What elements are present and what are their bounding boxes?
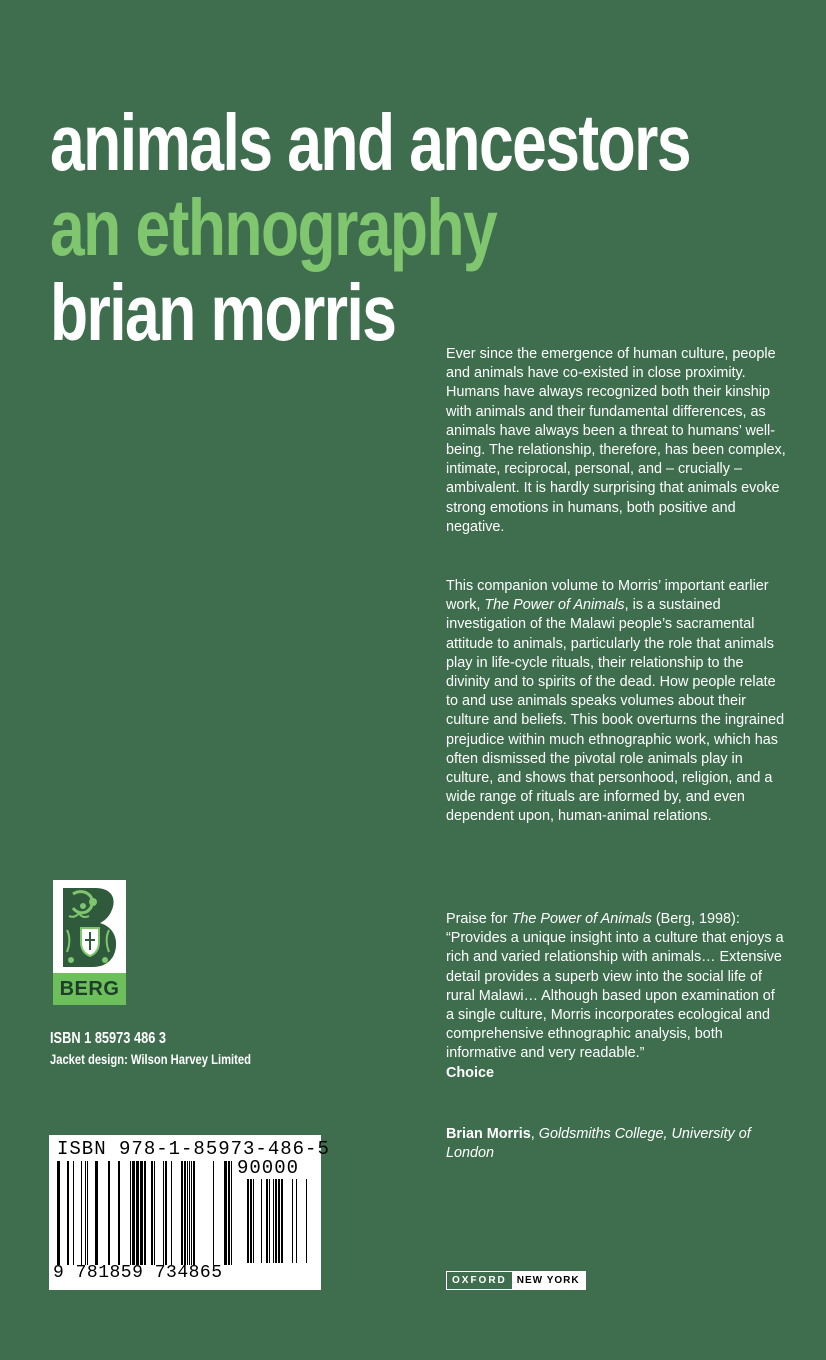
barcode-bar <box>306 1179 307 1263</box>
author-name: Brian Morris <box>446 1126 531 1142</box>
barcode-number: 9 781859 734865 <box>53 1263 223 1283</box>
blurb-paragraph-2 <box>446 577 786 827</box>
barcode-bar <box>85 1161 86 1265</box>
publisher-city-newyork: NEW YORK <box>512 1272 585 1289</box>
barcode-bar <box>184 1161 186 1265</box>
barcode-bar <box>57 1161 60 1265</box>
barcode-bar <box>140 1161 143 1265</box>
book-reference: The Power of Animals <box>484 597 625 614</box>
book-title: animals and ancestors <box>50 98 691 187</box>
barcode-bar <box>108 1161 110 1265</box>
berg-logo-mark <box>53 880 126 973</box>
barcode-bar <box>118 1161 120 1265</box>
barcode-bar <box>73 1161 74 1265</box>
barcode-bar <box>224 1161 227 1265</box>
barcode-bar <box>95 1161 98 1265</box>
praise-source: Choice <box>446 1064 494 1081</box>
barcode-price-code: 90000 <box>237 1157 300 1179</box>
logo-label: BERG <box>53 973 126 1005</box>
barcode-bar <box>266 1179 268 1263</box>
barcode-bar <box>253 1179 254 1263</box>
barcode-bar <box>269 1179 270 1263</box>
barcode-bar <box>67 1161 69 1265</box>
blurb-text: This companion volume to Morris’ important earlier work, <box>446 578 769 614</box>
barcode-bar <box>132 1161 135 1265</box>
barcode-isbn-label: ISBN 978-1-85973-486-5 <box>57 1138 330 1160</box>
barcode-bar <box>136 1161 139 1265</box>
praise-book: The Power of Animals <box>511 911 652 927</box>
barcode-bar <box>163 1161 164 1265</box>
jacket-credit: Jacket design: Wilson Harvey Limited <box>50 1051 251 1067</box>
book-author: brian morris <box>50 268 396 357</box>
barcode-bar <box>189 1161 190 1265</box>
barcode-bar <box>250 1179 252 1263</box>
blurb-paragraph-1: Ever since the emergence of human culture, people and animals have co-existed in close proximity. Humans have always recognized both their kinship with animals and their fundamental differences, as animals have always been a threat to humans’ well-being. The relationship, therefore, has been complex, intimate, reciprocal, personal, and – crucially – ambivalent. It is hardly surprising that animals evoke strong emotions in humans, both positive and negative. <box>446 346 786 535</box>
barcode-bar <box>191 1161 192 1265</box>
author-bio <box>446 1125 786 1163</box>
barcode <box>49 1135 330 1290</box>
barcode-bar <box>228 1161 230 1265</box>
blurb-text: , is a sustained investigation of the Malawi people’s sacramental attitude to animals, particularly the role that animals play in life-cycle rituals, their relationship to the divinity and to spirits of the dead. How people relate to and use animals speaks volumes about their culture and beliefs. This book overturns the ingrained prejudice within much ethnographic work, which has often dismissed the pivotal role animals play in culture, and shows that personhood, religion, and a wide range of rituals are informed by, and even dependent upon, human-animal relations. <box>446 597 785 825</box>
barcode-bar <box>213 1161 214 1265</box>
praise-quote: “Provides a unique insight into a culture that enjoys a rich and varied relationship with animals… Extensive detail provides a superb view into the social life of rural Malawi… Although based upon examination of a single culture, Morris incorporates ecological and comprehensive ethnographic analysis, both informative and very readable.” <box>446 930 784 1062</box>
barcode-bar <box>151 1161 153 1265</box>
barcode-bar <box>165 1161 167 1265</box>
barcode-bar <box>144 1161 146 1265</box>
barcode-bar <box>273 1179 274 1263</box>
barcode-bar <box>281 1179 283 1263</box>
author-sep: , <box>530 1126 539 1142</box>
barcode-bar <box>261 1179 262 1263</box>
barcode-bar <box>130 1161 131 1265</box>
barcode-bar <box>87 1161 88 1265</box>
praise-block <box>446 910 786 1083</box>
barcode-bar <box>193 1161 195 1265</box>
book-subtitle: an ethnography <box>50 183 497 272</box>
barcode-bar <box>154 1161 155 1265</box>
barcode-bar <box>278 1179 280 1263</box>
berg-logo <box>53 880 126 1005</box>
publisher-city-oxford: OXFORD <box>452 1275 507 1286</box>
barcode-bar <box>296 1179 297 1263</box>
author-affiliation: Goldsmiths College, University of London <box>446 1126 751 1162</box>
barcode-bar <box>231 1161 232 1265</box>
isbn-text: ISBN 1 85973 486 3 <box>50 1030 166 1047</box>
praise-intro: Praise for <box>446 911 512 927</box>
barcode-addon-bars <box>237 1179 315 1263</box>
barcode-bar <box>275 1179 277 1263</box>
logo-b-icon <box>53 880 126 973</box>
barcode-bar <box>187 1161 188 1265</box>
barcode-bar <box>247 1179 249 1263</box>
barcode-bars <box>57 1161 233 1265</box>
praise-meta: (Berg, 1998): <box>651 911 740 927</box>
barcode-bar <box>81 1161 82 1265</box>
publisher-imprint <box>446 1271 586 1290</box>
barcode-bar <box>181 1161 183 1265</box>
barcode-bar <box>292 1179 293 1263</box>
barcode-bar <box>171 1161 172 1265</box>
